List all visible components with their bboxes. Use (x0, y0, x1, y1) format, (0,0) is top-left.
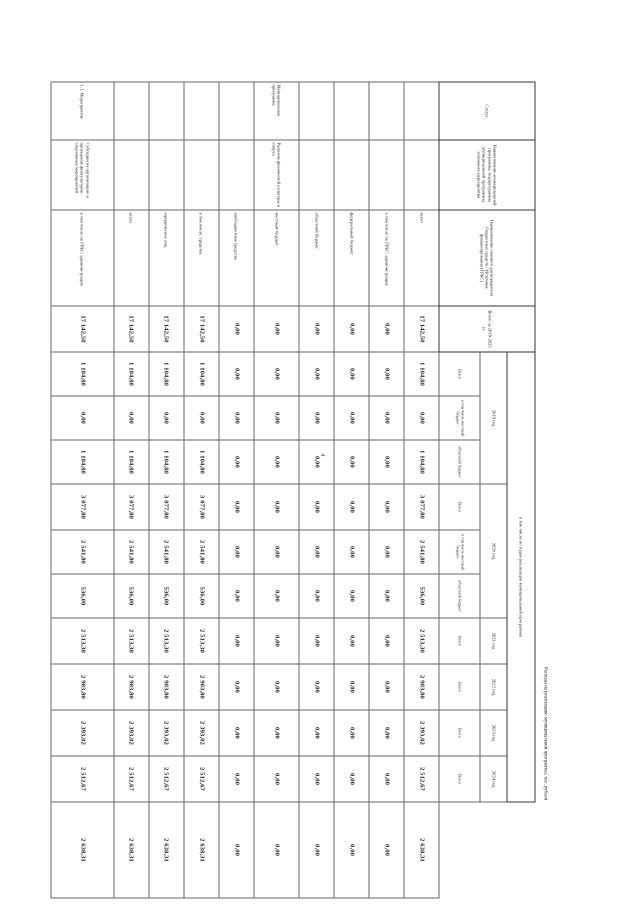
row-program-name: Развитие физической культуры и спорта (254, 140, 299, 210)
row-value: 0,00 (254, 756, 299, 802)
subheader: Всего (439, 484, 479, 530)
row-budget-source: в том числе: средства (184, 210, 219, 306)
row-value: 2 903,80 (404, 664, 439, 710)
page-number: 4 (319, 453, 325, 457)
row-value: 17 142,50 (51, 306, 114, 352)
row-value: 536,00 (404, 574, 439, 618)
row-value: 1 104,80 (51, 440, 114, 484)
row-value: 2 512,67 (51, 756, 114, 802)
row-budget-source: всего (114, 210, 149, 306)
row-value: 3 077,80 (149, 484, 184, 530)
header-year: 2021 год (480, 618, 507, 664)
row-value: 3 077,80 (184, 484, 219, 530)
row-value: 0,00 (254, 440, 299, 484)
row-value: 17 142,50 (114, 306, 149, 352)
row-value: 0,00 (219, 306, 254, 352)
row-program-name (219, 140, 254, 210)
row-value: 0,00 (334, 756, 369, 802)
row-budget-source: юридических лиц (149, 210, 184, 306)
row-value: 0,00 (219, 664, 254, 710)
row-value: 0,00 (299, 802, 334, 898)
row-value: 0,00 (334, 802, 369, 898)
subheader: Всего (439, 756, 479, 802)
row-value: 1 104,80 (114, 352, 149, 396)
row-status (219, 82, 254, 140)
row-value: 1 104,80 (404, 440, 439, 484)
row-status (184, 82, 219, 140)
row-value: 536,00 (184, 574, 219, 618)
row-value: 3 077,80 (114, 484, 149, 530)
table-row (334, 82, 369, 898)
row-value: 0,00 (219, 396, 254, 440)
row-program-name (299, 140, 334, 210)
rotated-table-container (51, 82, 555, 899)
row-program-name (184, 140, 219, 210)
row-budget-source: в том числе по ГРБС: администрация (51, 210, 114, 306)
row-value: 17 142,50 (404, 306, 439, 352)
row-value: 0,00 (404, 396, 439, 440)
subheader: в том числе местный бюджет (439, 396, 479, 440)
row-value: 2 638,31 (149, 802, 184, 898)
row-value: 2 512,67 (149, 756, 184, 802)
header-year: 2020 год (480, 484, 507, 618)
row-value: 0,00 (219, 530, 254, 574)
row-value: 2 512,67 (114, 756, 149, 802)
row-value: 1 104,80 (51, 352, 114, 396)
row-value: 0,00 (334, 710, 369, 756)
row-value: 536,00 (149, 574, 184, 618)
row-value: 0,00 (219, 710, 254, 756)
expenses-table (51, 82, 555, 899)
row-value: 0,00 (299, 440, 334, 484)
row-value: 1 104,80 (149, 440, 184, 484)
row-value: 2 903,80 (114, 664, 149, 710)
row-value: 2 638,31 (184, 802, 219, 898)
row-value: 0,00 (219, 574, 254, 618)
row-status (299, 82, 334, 140)
row-value: 2 393,02 (149, 710, 184, 756)
row-value: 0,00 (254, 802, 299, 898)
row-budget-source: местный бюджет (254, 210, 299, 306)
row-program-name (404, 140, 439, 210)
header-year: 2019 год (480, 352, 507, 484)
row-value: 0,00 (369, 484, 404, 530)
row-value: 1 104,80 (404, 352, 439, 396)
row-value: 0,00 (254, 574, 299, 618)
row-status (114, 82, 149, 140)
header-year: 2023 год (480, 710, 507, 756)
row-value: 0,00 (219, 484, 254, 530)
row-value: 0,00 (334, 306, 369, 352)
row-value: 0,00 (299, 618, 334, 664)
row-value: 2 393,02 (184, 710, 219, 756)
row-value: 2 903,80 (149, 664, 184, 710)
row-value: 0,00 (51, 396, 114, 440)
row-status: Муниципальная программа (254, 82, 299, 140)
header-year: 2022 год (480, 664, 507, 710)
row-value: 1 104,80 (184, 352, 219, 396)
table-row (149, 82, 184, 898)
row-status (369, 82, 404, 140)
subheader: Всего (439, 710, 479, 756)
row-value: 0,00 (184, 396, 219, 440)
subheader: в том числе местный бюджет (439, 530, 479, 574)
row-value: 0,00 (299, 484, 334, 530)
row-value: 0,00 (334, 664, 369, 710)
row-value: 0,00 (369, 306, 404, 352)
row-value: 2 638,31 (114, 802, 149, 898)
subheader: Всего (439, 618, 479, 664)
row-value: 0,00 (369, 574, 404, 618)
row-budget-source: федеральный бюджет (334, 210, 369, 306)
row-value: 0,00 (254, 352, 299, 396)
row-budget-source: всего (404, 210, 439, 306)
row-status: 1.1. Мероприятие (51, 82, 114, 140)
row-value: 2 513,30 (184, 618, 219, 664)
row-value: 3 077,80 (404, 484, 439, 530)
table-row (184, 82, 219, 898)
row-program-name: Субсидии на организацию и проведение физкультурно-спортивных мероприятий (51, 140, 114, 210)
table-row (219, 82, 254, 898)
table-caption: Расходы на реализацию муниципальной программы, тыс. рублей (542, 667, 548, 801)
row-value: 1 104,80 (184, 440, 219, 484)
row-value: 0,00 (334, 574, 369, 618)
row-value: 0,00 (254, 306, 299, 352)
row-value: 2 903,80 (51, 664, 114, 710)
row-value: 2 513,30 (404, 618, 439, 664)
row-value: 0,00 (334, 530, 369, 574)
subheader: Всего (439, 664, 479, 710)
row-value: 0,00 (254, 618, 299, 664)
table-row (254, 82, 299, 898)
row-value: 0,00 (334, 396, 369, 440)
row-value: 2 513,30 (149, 618, 184, 664)
row-value: 2 638,31 (51, 802, 114, 898)
row-value: 2 638,31 (404, 802, 439, 898)
row-value: 0,00 (254, 710, 299, 756)
row-value: 2 393,02 (51, 710, 114, 756)
row-value: 536,00 (51, 574, 114, 618)
row-value: 0,00 (299, 530, 334, 574)
row-value: 2 513,30 (51, 618, 114, 664)
row-value: 3 077,80 (51, 484, 114, 530)
table-row (369, 82, 404, 898)
row-budget-source: внебюджетные средства (219, 210, 254, 306)
row-value: 0,00 (254, 396, 299, 440)
row-value: 2 513,30 (114, 618, 149, 664)
row-value: 0,00 (299, 756, 334, 802)
row-value: 1 104,80 (149, 352, 184, 396)
row-value: 0,00 (299, 574, 334, 618)
row-value: 17 142,50 (149, 306, 184, 352)
header-year: 2024 год (480, 756, 507, 802)
row-value: 0,00 (334, 618, 369, 664)
row-value: 0,00 (219, 440, 254, 484)
row-value: 0,00 (299, 664, 334, 710)
row-value: 0,00 (369, 802, 404, 898)
row-value: 0,00 (334, 352, 369, 396)
row-value: 0,00 (299, 396, 334, 440)
row-value: 0,00 (219, 756, 254, 802)
row-value: 2 512,67 (404, 756, 439, 802)
table-row (51, 82, 114, 898)
row-value: 0,00 (299, 306, 334, 352)
row-value: 0,00 (334, 484, 369, 530)
row-value: 2 541,80 (51, 530, 114, 574)
row-program-name (149, 140, 184, 210)
header-budget-source: Наименование главного распорядителя бюджетных средств / Источник финансирования (ГРБС) (439, 210, 534, 306)
row-value: 2 903,80 (184, 664, 219, 710)
row-program-name (114, 140, 149, 210)
row-value: 17 142,50 (184, 306, 219, 352)
subheader: областной бюджет (439, 574, 479, 618)
row-status (334, 82, 369, 140)
table-row (299, 82, 334, 898)
row-value: 0,00 (254, 484, 299, 530)
row-value: 0,00 (369, 618, 404, 664)
row-value: 2 393,02 (114, 710, 149, 756)
row-value: 0,00 (254, 664, 299, 710)
row-value: 0,00 (114, 396, 149, 440)
row-budget-source: областной бюджет (299, 210, 334, 306)
row-value: 0,00 (369, 710, 404, 756)
row-value: 2 541,80 (184, 530, 219, 574)
row-value: 0,00 (369, 396, 404, 440)
row-value: 0,00 (299, 352, 334, 396)
table-row (114, 82, 149, 898)
row-value: 0,00 (369, 756, 404, 802)
row-value: 0,00 (254, 530, 299, 574)
row-value: 2 512,67 (184, 756, 219, 802)
row-program-name (334, 140, 369, 210)
row-budget-source: в том числе по ГРБС: администрация (369, 210, 404, 306)
row-value: 0,00 (219, 618, 254, 664)
row-value: 0,00 (369, 352, 404, 396)
row-value: 2 541,80 (404, 530, 439, 574)
row-value: 2 393,02 (404, 710, 439, 756)
row-value: 536,00 (114, 574, 149, 618)
row-value: 2 541,80 (114, 530, 149, 574)
row-status (404, 82, 439, 140)
header-program-name: Наименование муниципальной программы, подпрограммы муниципальной программы, основного мероприятия (439, 140, 534, 210)
row-program-name (369, 140, 404, 210)
row-value: 0,00 (219, 352, 254, 396)
subheader: областной бюджет (439, 440, 479, 484)
row-value: 0,00 (369, 530, 404, 574)
table-body (51, 82, 439, 898)
row-value: 0,00 (334, 440, 369, 484)
header-years-group: в том числе по годам реализации муниципальной программы (507, 352, 534, 802)
row-value: 1 104,80 (114, 440, 149, 484)
subheader: Всего (439, 352, 479, 396)
table-row (404, 82, 439, 898)
row-status (149, 82, 184, 140)
header-total: Всего за 2019-2025 гг. (439, 306, 534, 352)
row-value: 2 541,80 (149, 530, 184, 574)
row-value: 0,00 (219, 802, 254, 898)
row-value: 0,00 (299, 710, 334, 756)
header-status: Статус (439, 82, 534, 140)
row-value: 0,00 (369, 664, 404, 710)
row-value: 0,00 (369, 440, 404, 484)
row-value: 0,00 (149, 396, 184, 440)
